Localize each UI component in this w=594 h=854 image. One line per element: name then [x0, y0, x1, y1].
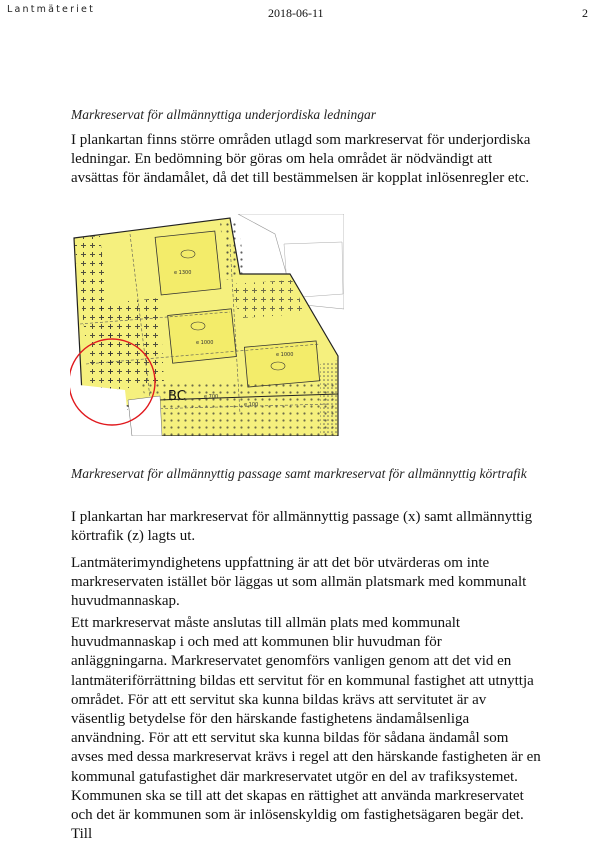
map-area-label-bc: BC — [168, 389, 186, 404]
map-elevation-label: e 1300 — [174, 270, 192, 276]
document-date: 2018-06-11 — [268, 6, 324, 20]
paragraph-passage-traffic-1: I plankartan har markreservat för allmännyttig passage (x) samt allmännyttig körtrafik (z) lagts ut. — [71, 509, 533, 545]
paragraph-passage-traffic-2: Lantmäterimyndighetens uppfattning är att det bör utvärderas om inte markreservaten istället bör läggas ut som allmän platsmark med kommunalt huvudmannaskap. — [71, 555, 527, 610]
map-elevation-label: e 700 — [204, 394, 219, 400]
paragraph-passage-traffic-3: Ett markreservat måste anslutas till allmän plats med kommunalt huvudmannaskap i och med att kommunen blir huvudman för anläggningarna. Markreservatet genomförs vanligen genom att det vid en lantmäteriförrättning bildas ett servitut för en kommunal fastighet att utnyttja området. För att ett servitut ska kunna bildas krävs att servitutet är av väsentlig betydelse för den härskande fastighetens ändamålsenliga användning. För att ett servitut ska kunna bildas för sådana ändamål som avses med dessa markreservat krävs i regel att den härskande fastigheten är en kommunal gatufastighet där markreservatet utgör en del av trafiksystemet. Kommunen ska se till att det skapas en rättighet att använda markreservatet och det är kommunen som är inlösenskyldig om fastighetsägaren begär det. Till — [71, 615, 541, 843]
section-heading-underground-lines: Markreservat för allmännyttiga underjordiska ledningar — [71, 107, 376, 122]
map-elevation-label: e 1000 — [196, 340, 214, 346]
page-number: 2 — [582, 6, 588, 20]
section-heading-passage-traffic: Markreservat för allmännyttig passage samt markreservat för allmännyttig körtrafik — [71, 466, 527, 481]
lantmateriet-logo: Lantmäteriet — [7, 4, 96, 15]
page-header — [0, 0, 594, 24]
paragraph-underground-lines: I plankartan finns större områden utlagd som markreservat för underjordiska ledningar. En bedömning bör göras om hela området är nödvändigt att avsättas för ändamålet, då det till bestämmelsen är kopplat inlösenregler etc. — [71, 132, 531, 187]
map-elevation-label: e 1000 — [276, 352, 294, 358]
plan-map-excerpt — [70, 214, 344, 436]
map-elevation-label: e 100 — [244, 402, 259, 408]
